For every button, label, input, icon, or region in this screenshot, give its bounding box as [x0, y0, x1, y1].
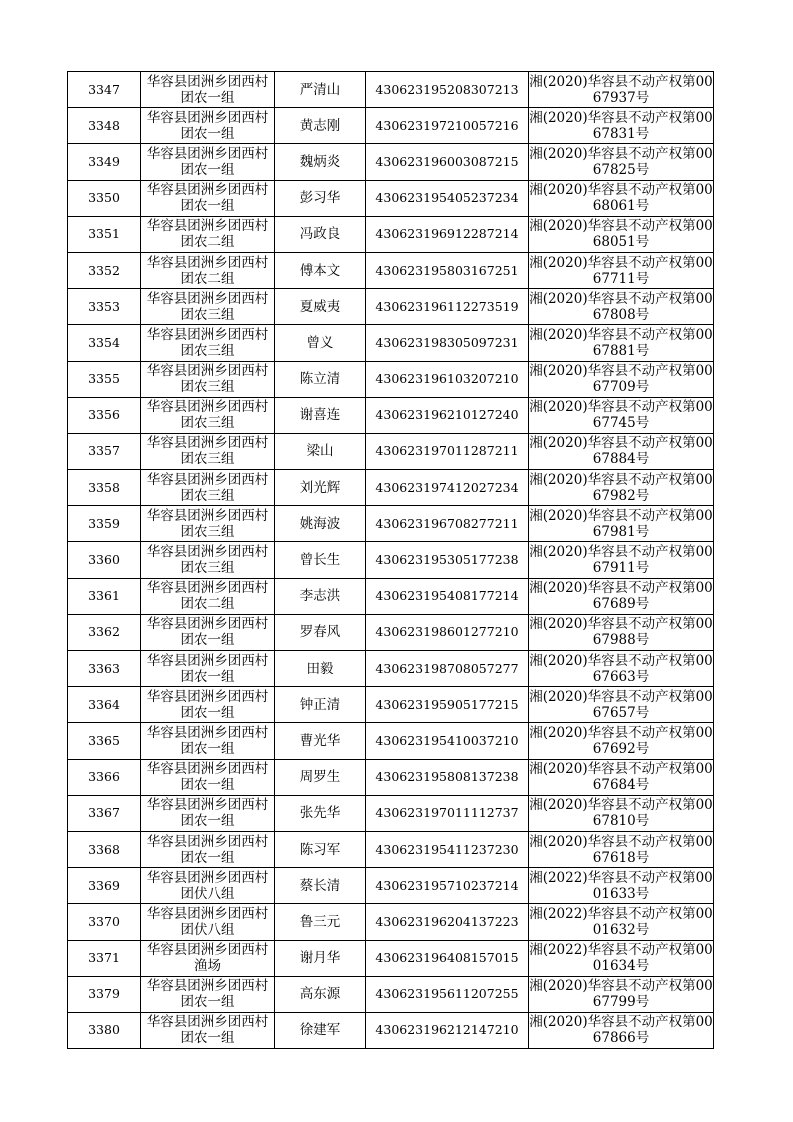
owner-name-cell: 梁山	[275, 433, 366, 469]
address-cell: 华容县团洲乡团西村团农一组	[141, 1012, 275, 1048]
id-number-cell: 430623195305177238	[366, 542, 529, 578]
id-number-cell: 430623196912287214	[366, 216, 529, 252]
certificate-number-cell: 湘(2020)华容县不动产权第0067988号	[529, 614, 714, 650]
certificate-number-cell: 湘(2020)华容县不动产权第0067866号	[529, 1012, 714, 1048]
id-number-cell: 430623197011112737	[366, 795, 529, 831]
owner-name-cell: 彭习华	[275, 180, 366, 216]
certificate-number-cell: 湘(2020)华容县不动产权第0067982号	[529, 470, 714, 506]
table-row	[68, 578, 714, 614]
certificate-number-cell: 湘(2020)华容县不动产权第0067663号	[529, 651, 714, 687]
certificate-number-cell: 湘(2020)华容县不动产权第0067911号	[529, 542, 714, 578]
id-number-cell: 430623197412027234	[366, 470, 529, 506]
table-row	[68, 252, 714, 288]
certificate-number-cell: 湘(2020)华容县不动产权第0067808号	[529, 289, 714, 325]
row-number: 3358	[68, 470, 141, 506]
address-cell: 华容县团洲乡团西村团农三组	[141, 289, 275, 325]
owner-name-cell: 鲁三元	[275, 904, 366, 940]
table-row	[68, 795, 714, 831]
certificate-number-cell: 湘(2020)华容县不动产权第0067884号	[529, 433, 714, 469]
row-number: 3357	[68, 433, 141, 469]
address-cell: 华容县团洲乡团西村团伏八组	[141, 904, 275, 940]
row-number: 3369	[68, 868, 141, 904]
row-number: 3365	[68, 723, 141, 759]
table-row	[68, 433, 714, 469]
certificate-number-cell: 湘(2020)华容县不动产权第0067825号	[529, 144, 714, 180]
owner-name-cell: 田毅	[275, 651, 366, 687]
address-cell: 华容县团洲乡团西村团农一组	[141, 795, 275, 831]
row-number: 3361	[68, 578, 141, 614]
address-cell: 华容县团洲乡团西村团农一组	[141, 144, 275, 180]
table-row	[68, 831, 714, 867]
address-cell: 华容县团洲乡团西村团农一组	[141, 180, 275, 216]
owner-name-cell: 李志洪	[275, 578, 366, 614]
id-number-cell: 430623196103207210	[366, 361, 529, 397]
address-cell: 华容县团洲乡团西村团农一组	[141, 651, 275, 687]
id-number-cell: 430623196112273519	[366, 289, 529, 325]
address-cell: 华容县团洲乡团西村团农三组	[141, 325, 275, 361]
owner-name-cell: 谢喜连	[275, 397, 366, 433]
certificate-number-cell: 湘(2022)华容县不动产权第0001632号	[529, 904, 714, 940]
table-row	[68, 470, 714, 506]
row-number: 3354	[68, 325, 141, 361]
certificate-number-cell: 湘(2020)华容县不动产权第0067810号	[529, 795, 714, 831]
certificate-number-cell: 湘(2020)华容县不动产权第0067745号	[529, 397, 714, 433]
owner-name-cell: 曾义	[275, 325, 366, 361]
row-number: 3380	[68, 1012, 141, 1048]
id-number-cell: 430623196708277211	[366, 506, 529, 542]
row-number: 3355	[68, 361, 141, 397]
certificate-number-cell: 湘(2020)华容县不动产权第0067709号	[529, 361, 714, 397]
table-row	[68, 180, 714, 216]
records-body	[68, 72, 714, 1049]
address-cell: 华容县团洲乡团西村团农一组	[141, 723, 275, 759]
address-cell: 华容县团洲乡团西村团农一组	[141, 72, 275, 108]
table-row	[68, 687, 714, 723]
id-number-cell: 430623196210127240	[366, 397, 529, 433]
certificate-number-cell: 湘(2022)华容县不动产权第0001633号	[529, 868, 714, 904]
table-row	[68, 542, 714, 578]
certificate-number-cell: 湘(2020)华容县不动产权第0068051号	[529, 216, 714, 252]
id-number-cell: 430623197011287211	[366, 433, 529, 469]
id-number-cell: 430623195411237230	[366, 831, 529, 867]
owner-name-cell: 傅本文	[275, 252, 366, 288]
row-number: 3379	[68, 976, 141, 1012]
row-number: 3363	[68, 651, 141, 687]
certificate-number-cell: 湘(2020)华容县不动产权第0067657号	[529, 687, 714, 723]
address-cell: 华容县团洲乡团西村团农一组	[141, 831, 275, 867]
row-number: 3352	[68, 252, 141, 288]
address-cell: 华容县团洲乡团西村团农三组	[141, 542, 275, 578]
id-number-cell: 430623195405237234	[366, 180, 529, 216]
table-row	[68, 904, 714, 940]
owner-name-cell: 张先华	[275, 795, 366, 831]
owner-name-cell: 姚海波	[275, 506, 366, 542]
row-number: 3349	[68, 144, 141, 180]
table-row	[68, 976, 714, 1012]
owner-name-cell: 陈立清	[275, 361, 366, 397]
address-cell: 华容县团洲乡团西村渔场	[141, 940, 275, 976]
id-number-cell: 430623195208307213	[366, 72, 529, 108]
certificate-number-cell: 湘(2020)华容县不动产权第0068061号	[529, 180, 714, 216]
address-cell: 华容县团洲乡团西村团伏八组	[141, 868, 275, 904]
id-number-cell: 430623195808137238	[366, 759, 529, 795]
id-number-cell: 430623198305097231	[366, 325, 529, 361]
table-row	[68, 216, 714, 252]
row-number: 3371	[68, 940, 141, 976]
address-cell: 华容县团洲乡团西村团农一组	[141, 108, 275, 144]
table-row	[68, 506, 714, 542]
records-table	[67, 71, 714, 1049]
table-row	[68, 1012, 714, 1048]
owner-name-cell: 周罗生	[275, 759, 366, 795]
row-number: 3366	[68, 759, 141, 795]
certificate-number-cell: 湘(2020)华容县不动产权第0067937号	[529, 72, 714, 108]
table-row	[68, 397, 714, 433]
owner-name-cell: 陈习军	[275, 831, 366, 867]
owner-name-cell: 罗春风	[275, 614, 366, 650]
certificate-number-cell: 湘(2020)华容县不动产权第0067981号	[529, 506, 714, 542]
table-row	[68, 144, 714, 180]
id-number-cell: 430623195803167251	[366, 252, 529, 288]
table-row	[68, 651, 714, 687]
id-number-cell: 430623195408177214	[366, 578, 529, 614]
table-row	[68, 723, 714, 759]
row-number: 3348	[68, 108, 141, 144]
owner-name-cell: 蔡长清	[275, 868, 366, 904]
address-cell: 华容县团洲乡团西村团农一组	[141, 614, 275, 650]
certificate-number-cell: 湘(2020)华容县不动产权第0067711号	[529, 252, 714, 288]
address-cell: 华容县团洲乡团西村团农三组	[141, 506, 275, 542]
id-number-cell: 430623198601277210	[366, 614, 529, 650]
id-number-cell: 430623196212147210	[366, 1012, 529, 1048]
id-number-cell: 430623196408157015	[366, 940, 529, 976]
id-number-cell: 430623195710237214	[366, 868, 529, 904]
id-number-cell: 430623196204137223	[366, 904, 529, 940]
address-cell: 华容县团洲乡团西村团农一组	[141, 976, 275, 1012]
table-row	[68, 868, 714, 904]
table-row	[68, 361, 714, 397]
row-number: 3353	[68, 289, 141, 325]
row-number: 3362	[68, 614, 141, 650]
table-row	[68, 940, 714, 976]
owner-name-cell: 严清山	[275, 72, 366, 108]
owner-name-cell: 高东源	[275, 976, 366, 1012]
table-row	[68, 759, 714, 795]
owner-name-cell: 曾长生	[275, 542, 366, 578]
address-cell: 华容县团洲乡团西村团农三组	[141, 433, 275, 469]
id-number-cell: 430623195611207255	[366, 976, 529, 1012]
certificate-number-cell: 湘(2022)华容县不动产权第0001634号	[529, 940, 714, 976]
address-cell: 华容县团洲乡团西村团农二组	[141, 578, 275, 614]
address-cell: 华容县团洲乡团西村团农三组	[141, 470, 275, 506]
owner-name-cell: 钟正清	[275, 687, 366, 723]
row-number: 3359	[68, 506, 141, 542]
certificate-number-cell: 湘(2020)华容县不动产权第0067881号	[529, 325, 714, 361]
table-row	[68, 325, 714, 361]
row-number: 3360	[68, 542, 141, 578]
address-cell: 华容县团洲乡团西村团农二组	[141, 252, 275, 288]
id-number-cell: 430623197210057216	[366, 108, 529, 144]
address-cell: 华容县团洲乡团西村团农三组	[141, 361, 275, 397]
address-cell: 华容县团洲乡团西村团农一组	[141, 759, 275, 795]
row-number: 3367	[68, 795, 141, 831]
id-number-cell: 430623195410037210	[366, 723, 529, 759]
row-number: 3368	[68, 831, 141, 867]
certificate-number-cell: 湘(2020)华容县不动产权第0067618号	[529, 831, 714, 867]
table-row	[68, 108, 714, 144]
certificate-number-cell: 湘(2020)华容县不动产权第0067692号	[529, 723, 714, 759]
row-number: 3350	[68, 180, 141, 216]
address-cell: 华容县团洲乡团西村团农三组	[141, 397, 275, 433]
address-cell: 华容县团洲乡团西村团农一组	[141, 687, 275, 723]
row-number: 3351	[68, 216, 141, 252]
owner-name-cell: 冯政良	[275, 216, 366, 252]
table-row	[68, 614, 714, 650]
certificate-number-cell: 湘(2020)华容县不动产权第0067684号	[529, 759, 714, 795]
certificate-number-cell: 湘(2020)华容县不动产权第0067799号	[529, 976, 714, 1012]
owner-name-cell: 黄志刚	[275, 108, 366, 144]
row-number: 3347	[68, 72, 141, 108]
id-number-cell: 430623196003087215	[366, 144, 529, 180]
table-row	[68, 289, 714, 325]
row-number: 3356	[68, 397, 141, 433]
id-number-cell: 430623195905177215	[366, 687, 529, 723]
table-row	[68, 72, 714, 108]
owner-name-cell: 徐建军	[275, 1012, 366, 1048]
owner-name-cell: 曹光华	[275, 723, 366, 759]
id-number-cell: 430623198708057277	[366, 651, 529, 687]
row-number: 3364	[68, 687, 141, 723]
certificate-number-cell: 湘(2020)华容县不动产权第0067689号	[529, 578, 714, 614]
owner-name-cell: 夏威夷	[275, 289, 366, 325]
row-number: 3370	[68, 904, 141, 940]
owner-name-cell: 刘光辉	[275, 470, 366, 506]
address-cell: 华容县团洲乡团西村团农二组	[141, 216, 275, 252]
owner-name-cell: 魏炳炎	[275, 144, 366, 180]
certificate-number-cell: 湘(2020)华容县不动产权第0067831号	[529, 108, 714, 144]
owner-name-cell: 谢月华	[275, 940, 366, 976]
